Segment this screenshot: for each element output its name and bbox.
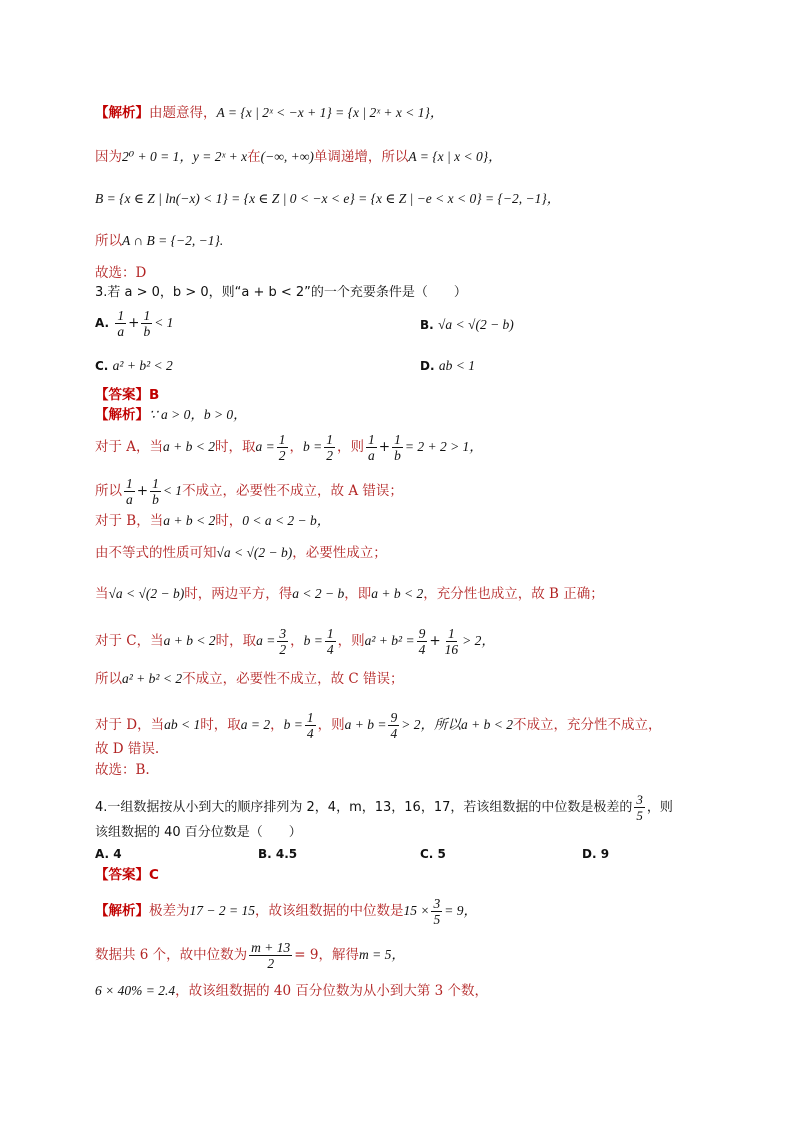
q2-analysis-line-2: 因为2⁰ + 0 = 1，y = 2ˣ + x在(−∞, +∞)单调递增，所以A = {x | x < 0}， <box>95 149 502 165</box>
q4-option-d: D. 9 <box>582 847 610 861</box>
q2-analysis-line-1: 【解析】由题意得，A = {x | 2ˣ < −x + 1} = {x | 2ˣ + x < 1}， <box>95 105 444 121</box>
q2-analysis-line-3: B = {x ∈ Z | ln(−x) < 1} = {x ∈ Z | 0 < −x < e} = {x ∈ Z | −e < x < 0} = {−2, −1}， <box>95 191 561 206</box>
q3-analysis-line-8: 所以a² + b² < 2不成立，必要性不成立，故 C 错误； <box>95 671 404 687</box>
q3-analysis-line-7: 对于 C，当a + b < 2时，取a = $\frac{3}{2}$ ，b = $\frac{1}{4}$ ，则a² + b² = $\frac{9}{4}$ + $\frac{1}{16}$ > 2， <box>95 626 495 657</box>
q4-answer-tag: 【答案】C <box>95 867 159 883</box>
q3-analysis-line-2: 对于 A，当a + b < 2时，取a = $\frac{1}{2}$ ，b = $\frac{1}{2}$ ，则 $\frac{1}{a}$ + $\frac{1}{b}$ = 2 + 2 > 1， <box>95 432 483 463</box>
q3-analysis-line-4: 对于 B，当a + b < 2时，0 < a < 2 − b， <box>95 513 331 529</box>
q3-analysis-line-3: 所以 $\frac{1}{a}$ + $\frac{1}{b}$ < 1不成立，必要性不成立，故 A 错误； <box>95 476 403 507</box>
q3-option-a: A. $\frac{1}{a}$ + $\frac{1}{b}$ < 1 <box>95 308 174 339</box>
q3-analysis-line-10: 故 D 错误. <box>95 741 160 757</box>
q3-answer: 故选：B. <box>95 762 150 778</box>
analysis-tag: 【解析】 <box>95 105 149 121</box>
q3-option-d: D. ab < 1 <box>420 358 475 373</box>
q3-stem: 3.若 a > 0，b > 0，则“a + b < 2”的一个充要条件是（ ） <box>95 285 467 300</box>
q3-analysis-line-5: 由不等式的性质可知√a < √(2 − b)，必要性成立； <box>95 545 387 561</box>
q4-analysis-line-2: 数据共 6 个，故中位数为 $\frac{m + 13}{2}$ = 9，解得m = 5， <box>95 940 405 971</box>
q4-stem-line-2: 该组数据的 40 百分位数是（ ） <box>95 825 302 840</box>
q3-option-c: C. a² + b² < 2 <box>95 358 173 373</box>
q4-stem-line-1: 4.一组数据按从小到大的顺序排列为 2，4，m，13，16，17，若该组数据的中位数是极差的 $\frac{3}{5}$ ，则 <box>95 792 673 823</box>
q3-analysis-line-6: 当√a < √(2 − b)时，两边平方，得a < 2 − b，即a + b < 2，充分性也成立，故 B 正确； <box>95 586 604 602</box>
q4-analysis-line-1: 【解析】极差为17 − 2 = 15，故该组数据的中位数是15 × $\frac{3}{5}$ = 9， <box>95 896 477 927</box>
q3-answer-tag: 【答案】B <box>95 387 160 403</box>
q2-answer: 故选：D <box>95 265 147 281</box>
q4-option-b: B. 4.5 <box>258 847 298 861</box>
q3-option-b: B. √a < √(2 − b) <box>420 317 514 332</box>
q4-option-c: C. 5 <box>420 847 446 861</box>
q4-analysis-line-3: 6 × 40% = 2.4，故该组数据的 40 百分位数为从小到大第 3 个数， <box>95 983 489 999</box>
q4-option-a: A. 4 <box>95 847 122 861</box>
q3-analysis-line-1: 【解析】∵ a > 0，b > 0， <box>95 407 247 423</box>
q2-analysis-line-4: 所以A ∩ B = {−2, −1}. <box>95 233 224 249</box>
q3-analysis-line-9: 对于 D，当ab < 1时，取a = 2，b = $\frac{1}{4}$ ，则a + b = $\frac{9}{4}$ > 2，所以a + b < 2不成立，充分性不成立， <box>95 710 662 741</box>
